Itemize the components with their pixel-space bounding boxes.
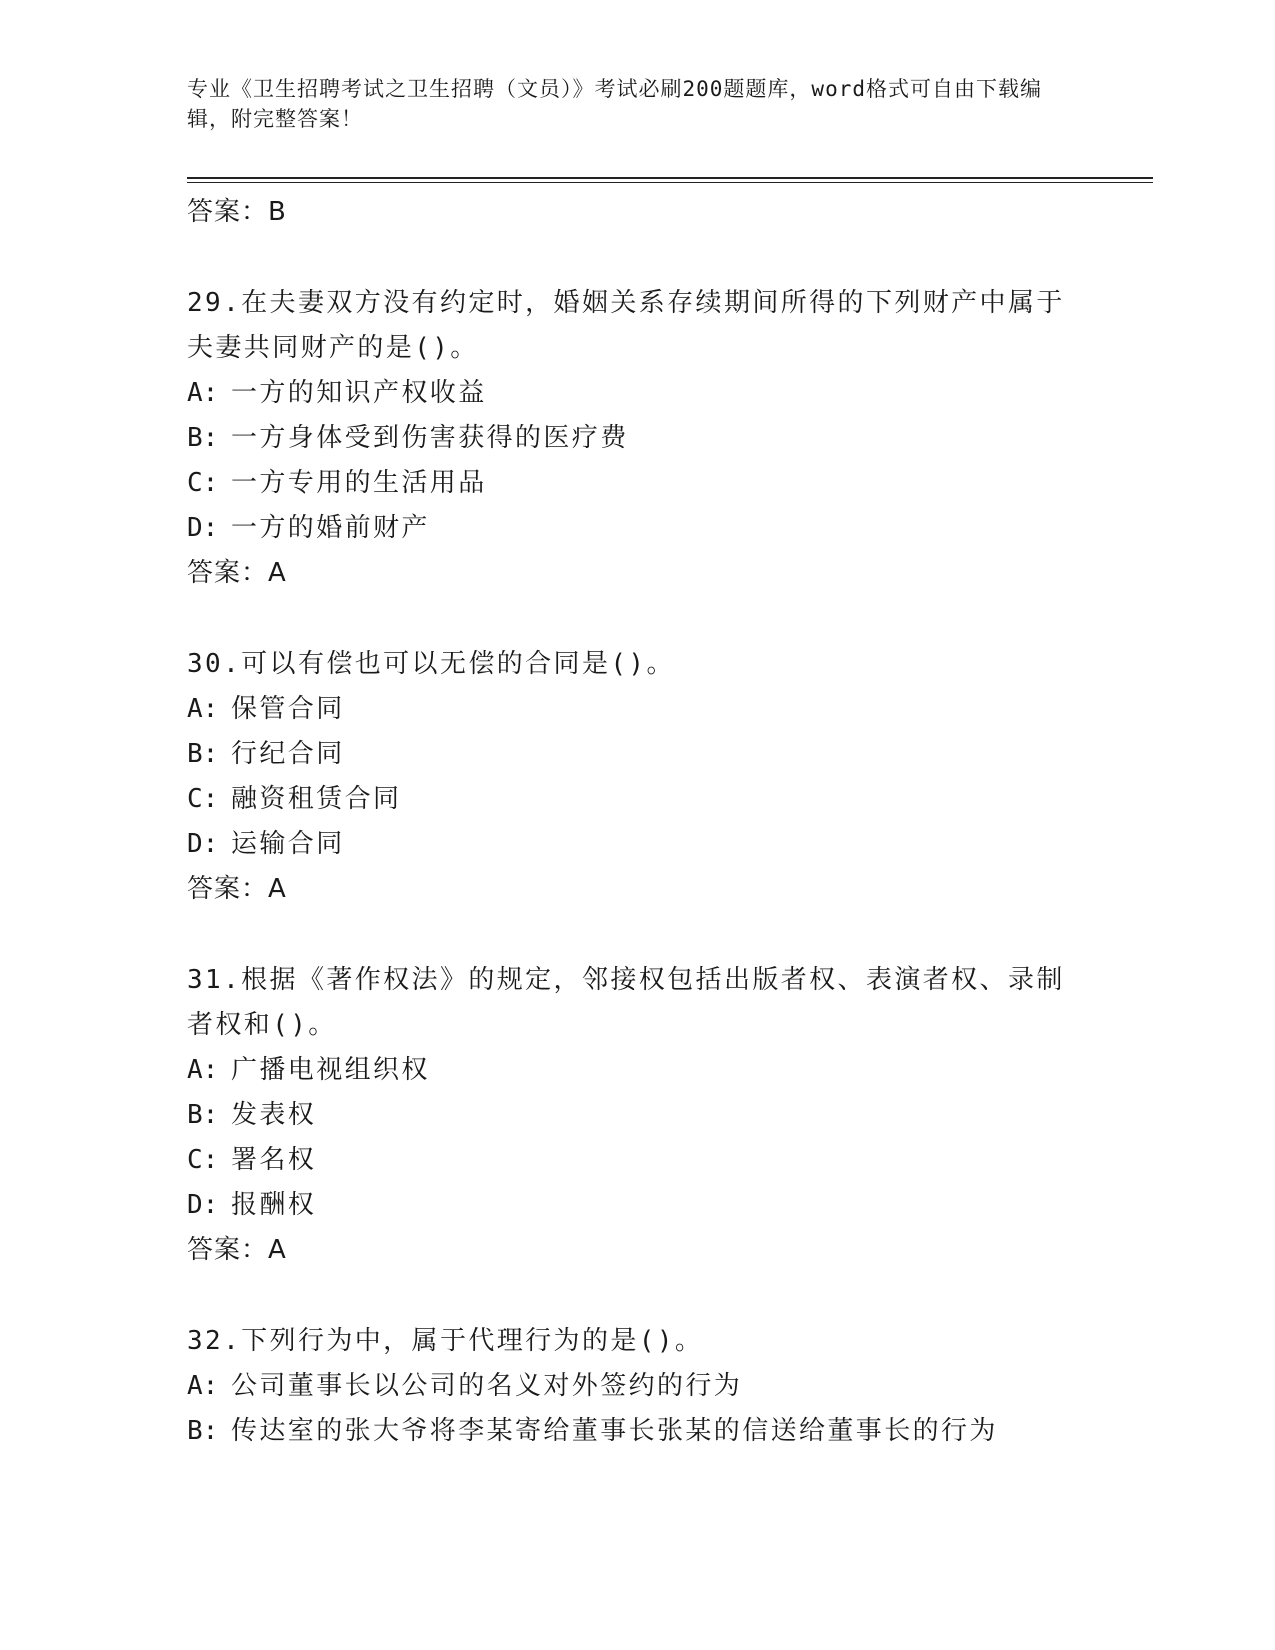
option-text: 发表权 bbox=[231, 1100, 317, 1130]
document-header: 专业《卫生招聘考试之卫生招聘（文员）》考试必刷200题题库，word格式可自由下载编辑，附完整答案！ bbox=[187, 77, 1042, 131]
question-stem: 31.根据《著作权法》的规定，邻接权包括出版者权、表演者权、录制者权和()。 bbox=[187, 965, 1065, 1040]
option-letter: B: bbox=[187, 423, 219, 453]
option-letter: A: bbox=[187, 1371, 219, 1401]
spacer bbox=[187, 235, 1087, 281]
option-text: 保管合同 bbox=[231, 694, 345, 724]
option-b bbox=[187, 1093, 1087, 1138]
spacer bbox=[187, 1273, 1087, 1319]
question-answer: 答案：A bbox=[187, 1235, 287, 1265]
header-rule-secondary bbox=[187, 182, 1153, 183]
spacer bbox=[187, 596, 1087, 642]
option-a bbox=[187, 1364, 1087, 1409]
option-text: 一方的婚前财产 bbox=[231, 513, 430, 543]
spacer bbox=[187, 912, 1087, 958]
option-text: 一方身体受到伤害获得的医疗费 bbox=[231, 423, 629, 453]
option-text: 报酬权 bbox=[231, 1190, 317, 1220]
option-text: 署名权 bbox=[231, 1145, 317, 1175]
option-c bbox=[187, 777, 1087, 822]
option-text: 一方的知识产权收益 bbox=[231, 378, 487, 408]
option-letter: D: bbox=[187, 829, 219, 859]
option-text: 广播电视组织权 bbox=[231, 1055, 430, 1085]
option-d bbox=[187, 822, 1087, 867]
option-d bbox=[187, 1183, 1087, 1228]
option-b bbox=[187, 1409, 1087, 1454]
question-stem: 30.可以有偿也可以无偿的合同是()。 bbox=[187, 649, 675, 679]
option-b bbox=[187, 732, 1087, 777]
option-letter: D: bbox=[187, 1190, 219, 1220]
option-c bbox=[187, 461, 1087, 506]
option-letter: C: bbox=[187, 468, 219, 498]
question-stem: 32.下列行为中，属于代理行为的是()。 bbox=[187, 1326, 704, 1356]
option-letter: A: bbox=[187, 1055, 219, 1085]
option-b bbox=[187, 416, 1087, 461]
option-letter: C: bbox=[187, 784, 219, 814]
option-letter: B: bbox=[187, 1100, 219, 1130]
question-answer: 答案：A bbox=[187, 558, 287, 588]
option-c bbox=[187, 1138, 1087, 1183]
question-answer: 答案：A bbox=[187, 874, 287, 904]
option-letter: A: bbox=[187, 378, 219, 408]
option-text: 一方专用的生活用品 bbox=[231, 468, 487, 498]
option-text: 融资租赁合同 bbox=[231, 784, 402, 814]
option-text: 传达室的张大爷将李某寄给董事长张某的信送给董事长的行为 bbox=[231, 1416, 998, 1446]
option-letter: C: bbox=[187, 1145, 219, 1175]
header-rule bbox=[187, 177, 1153, 179]
option-letter: A: bbox=[187, 694, 219, 724]
option-d bbox=[187, 506, 1087, 551]
question-stem: 29.在夫妻双方没有约定时，婚姻关系存续期间所得的下列财产中属于夫妻共同财产的是()。 bbox=[187, 288, 1065, 363]
option-a bbox=[187, 687, 1087, 732]
option-letter: B: bbox=[187, 1416, 219, 1446]
option-text: 行纪合同 bbox=[231, 739, 345, 769]
option-a bbox=[187, 1048, 1087, 1093]
option-a bbox=[187, 371, 1087, 416]
previous-answer: 答案：B bbox=[187, 197, 287, 227]
option-letter: B: bbox=[187, 739, 219, 769]
question-list bbox=[187, 190, 1087, 1454]
option-letter: D: bbox=[187, 513, 219, 543]
option-text: 公司董事长以公司的名义对外签约的行为 bbox=[231, 1371, 743, 1401]
option-text: 运输合同 bbox=[231, 829, 345, 859]
